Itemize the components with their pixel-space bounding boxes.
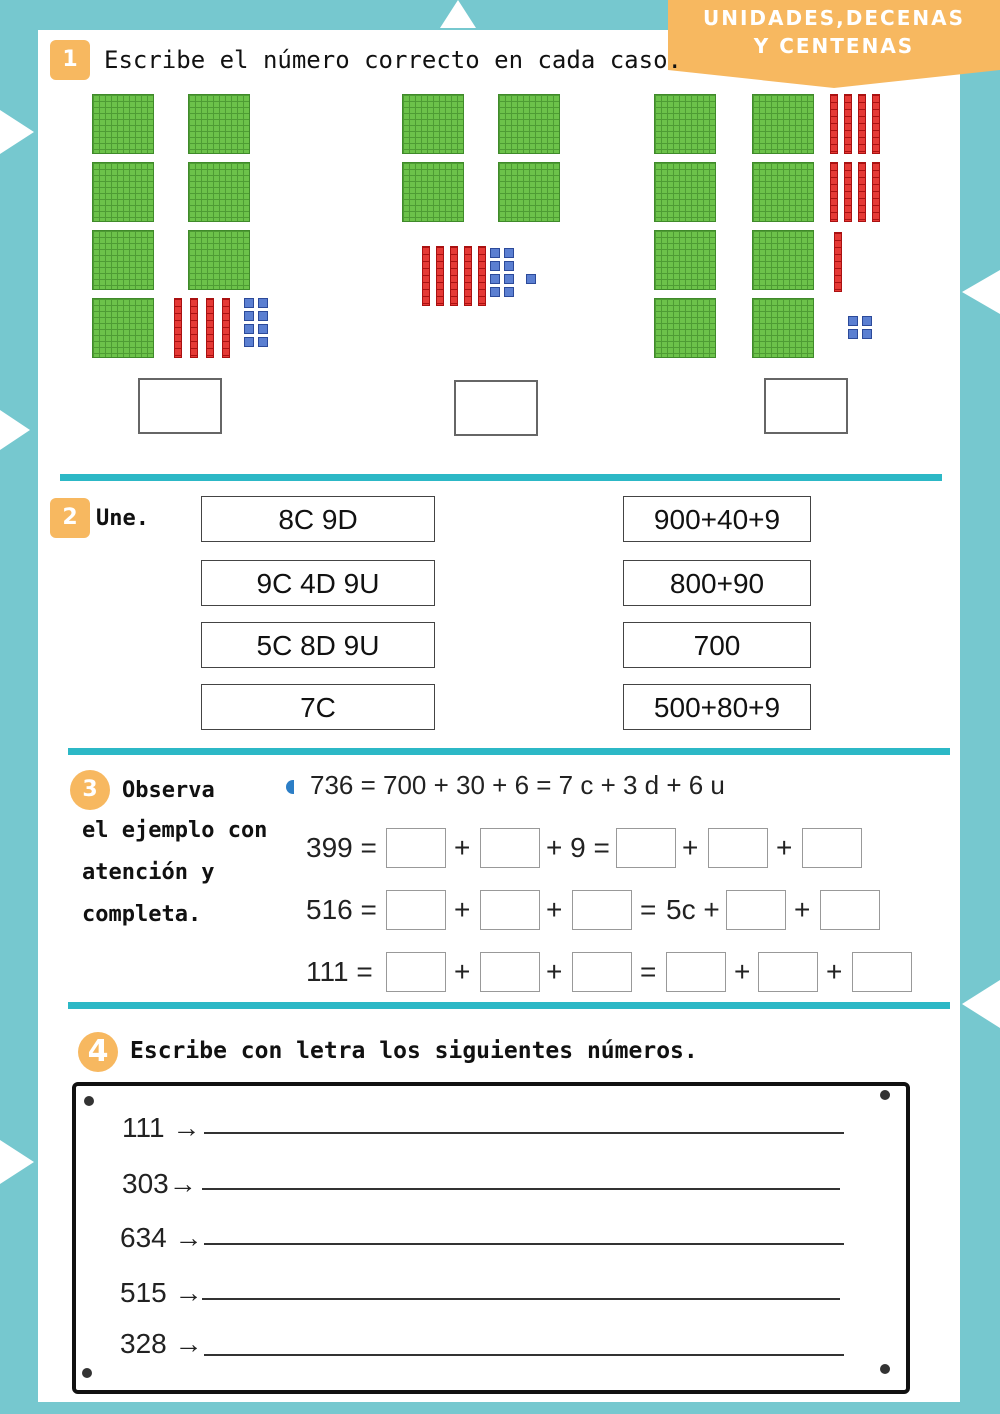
plus-sign: + xyxy=(826,956,843,987)
row-111-box-4[interactable] xyxy=(666,952,726,992)
decor-triangle xyxy=(0,110,34,154)
ten-rod xyxy=(872,94,880,154)
row-399-lhs: 399 = xyxy=(306,832,377,863)
instruction-line-4: completa. xyxy=(82,902,202,927)
answer-box-b[interactable] xyxy=(454,380,538,436)
write-line-515[interactable] xyxy=(202,1298,840,1300)
write-number-111: 111 → xyxy=(122,1112,201,1143)
hundred-block xyxy=(188,94,250,154)
plus-sign: + xyxy=(794,894,811,925)
row-399-box-5[interactable] xyxy=(802,828,862,868)
ten-rod xyxy=(858,94,866,154)
write-line-634[interactable] xyxy=(204,1243,844,1245)
row-111-box-1[interactable] xyxy=(386,952,446,992)
decor-triangle xyxy=(0,410,30,450)
plus-sign: + xyxy=(454,956,471,987)
exercise-3-badge: 3 xyxy=(70,770,110,810)
plus-sign: + xyxy=(682,832,699,863)
hundred-block xyxy=(654,298,716,358)
plus-sign: + xyxy=(734,956,751,987)
ten-rod xyxy=(464,246,472,306)
row-516-box-1[interactable] xyxy=(386,890,446,930)
row-516-box-4[interactable] xyxy=(726,890,786,930)
unit-cube xyxy=(848,316,858,326)
hundred-block xyxy=(752,230,814,290)
hundred-block xyxy=(498,162,560,222)
unit-cube xyxy=(258,337,268,347)
ten-rod xyxy=(834,232,842,292)
ten-rod xyxy=(222,298,230,358)
row-111-box-3[interactable] xyxy=(572,952,632,992)
banner-line-1: UNIDADES,DECENAS xyxy=(703,6,965,30)
unit-cube xyxy=(848,329,858,339)
decor-triangle xyxy=(0,1140,34,1184)
plus-sign: + xyxy=(776,832,793,863)
unit-cube xyxy=(258,324,268,334)
unit-cube xyxy=(504,261,514,271)
instruction-line-1: Observa xyxy=(122,778,215,803)
match-left-1[interactable]: 8C 9D xyxy=(201,496,435,542)
match-right-1[interactable]: 900+40+9 xyxy=(623,496,811,542)
row-111-box-2[interactable] xyxy=(480,952,540,992)
write-line-303[interactable] xyxy=(202,1188,840,1190)
instruction-line-3: atención y xyxy=(82,860,215,885)
hundred-block xyxy=(92,298,154,358)
exercise-4-title: Escribe con letra los siguientes números. xyxy=(130,1038,698,1064)
row-516-box-2[interactable] xyxy=(480,890,540,930)
decor-triangle xyxy=(962,980,1000,1028)
hundred-block xyxy=(188,230,250,290)
unit-cube xyxy=(258,298,268,308)
write-line-328[interactable] xyxy=(204,1354,844,1356)
pin-icon xyxy=(880,1090,890,1100)
match-right-3[interactable]: 700 xyxy=(623,622,811,668)
section-divider xyxy=(68,1002,950,1009)
banner-tail xyxy=(668,70,1000,88)
write-number-634: 634 → xyxy=(120,1222,203,1253)
ten-rod xyxy=(844,94,852,154)
hundred-block xyxy=(402,94,464,154)
hundred-block xyxy=(402,162,464,222)
pin-icon xyxy=(84,1096,94,1106)
plus-sign: + xyxy=(454,832,471,863)
hundred-block xyxy=(92,94,154,154)
section-divider xyxy=(68,748,950,755)
exercise-1-badge: 1 xyxy=(50,40,90,80)
hundred-block xyxy=(188,162,250,222)
unit-cube xyxy=(244,298,254,308)
ten-rod xyxy=(436,246,444,306)
equals-sign: = xyxy=(640,956,657,987)
row-399-box-1[interactable] xyxy=(386,828,446,868)
row-399-box-3[interactable] xyxy=(616,828,676,868)
plus-sign: + xyxy=(546,956,563,987)
plus-sign: + xyxy=(546,894,563,925)
equals-sign: = xyxy=(640,894,657,925)
hundred-block xyxy=(654,162,716,222)
pin-icon xyxy=(82,1368,92,1378)
ten-rod xyxy=(830,162,838,222)
hundred-block xyxy=(498,94,560,154)
match-left-3[interactable]: 5C 8D 9U xyxy=(201,622,435,668)
unit-cube xyxy=(258,311,268,321)
row-516-lhs: 516 = xyxy=(306,894,377,925)
ten-rod xyxy=(478,246,486,306)
row-516-box-5[interactable] xyxy=(820,890,880,930)
unit-cube xyxy=(504,274,514,284)
banner-line-2: Y CENTENAS xyxy=(753,34,915,58)
unit-cube xyxy=(244,337,254,347)
hundred-block xyxy=(752,162,814,222)
hundred-block xyxy=(654,94,716,154)
hundred-block xyxy=(752,298,814,358)
hundred-block xyxy=(654,230,716,290)
unit-cube xyxy=(490,287,500,297)
ten-rod xyxy=(872,162,880,222)
unit-cube xyxy=(504,248,514,258)
answer-box-c[interactable] xyxy=(764,378,848,434)
write-number-303: 303→ xyxy=(122,1168,197,1199)
decor-triangle xyxy=(440,0,476,28)
row-111-box-6[interactable] xyxy=(852,952,912,992)
row-399-box-2[interactable] xyxy=(480,828,540,868)
ten-rod xyxy=(844,162,852,222)
section-divider xyxy=(60,474,942,481)
ten-rod xyxy=(206,298,214,358)
example-equation: 736 = 700 + 30 + 6 = 7 c + 3 d + 6 u xyxy=(310,770,725,800)
write-number-515: 515 → xyxy=(120,1277,203,1308)
match-left-4[interactable]: 7C xyxy=(201,684,435,730)
exercise-4-badge: 4 xyxy=(78,1032,118,1072)
exercise-2-title: Une. xyxy=(96,506,149,531)
plus-nine: + 9 = xyxy=(546,832,610,863)
row-111-box-5[interactable] xyxy=(758,952,818,992)
row-516-box-3[interactable] xyxy=(572,890,632,930)
row-111-lhs: 111 = xyxy=(306,956,373,987)
match-right-4[interactable]: 500+80+9 xyxy=(623,684,811,730)
unit-cube xyxy=(490,274,500,284)
write-number-328: 328 → xyxy=(120,1328,203,1359)
ten-rod xyxy=(858,162,866,222)
answer-box-a[interactable] xyxy=(138,378,222,434)
unit-cube xyxy=(526,274,536,284)
pin-icon xyxy=(880,1364,890,1374)
unit-cube xyxy=(504,287,514,297)
unit-cube xyxy=(862,316,872,326)
write-line-111[interactable] xyxy=(204,1132,844,1134)
unit-cube xyxy=(862,329,872,339)
unit-cube xyxy=(244,311,254,321)
ten-rod xyxy=(174,298,182,358)
ten-rod xyxy=(450,246,458,306)
unit-cube xyxy=(490,261,500,271)
ten-rod xyxy=(190,298,198,358)
decor-triangle xyxy=(962,270,1000,314)
ten-rod xyxy=(422,246,430,306)
unit-cube xyxy=(244,324,254,334)
row-399-box-4[interactable] xyxy=(708,828,768,868)
topic-banner xyxy=(668,0,1000,70)
exercise-2-badge: 2 xyxy=(50,498,90,538)
instruction-line-2: el ejemplo con xyxy=(82,818,268,843)
hundreds-term: 5c + xyxy=(666,894,720,925)
hundred-block xyxy=(92,162,154,222)
exercise-1-title: Escribe el número correcto en cada caso. xyxy=(104,46,682,74)
ten-rod xyxy=(830,94,838,154)
plus-sign: + xyxy=(454,894,471,925)
hundred-block xyxy=(92,230,154,290)
match-left-2[interactable]: 9C 4D 9U xyxy=(201,560,435,606)
unit-cube xyxy=(490,248,500,258)
hundred-block xyxy=(752,94,814,154)
match-right-2[interactable]: 800+90 xyxy=(623,560,811,606)
bullet-icon xyxy=(286,780,294,794)
